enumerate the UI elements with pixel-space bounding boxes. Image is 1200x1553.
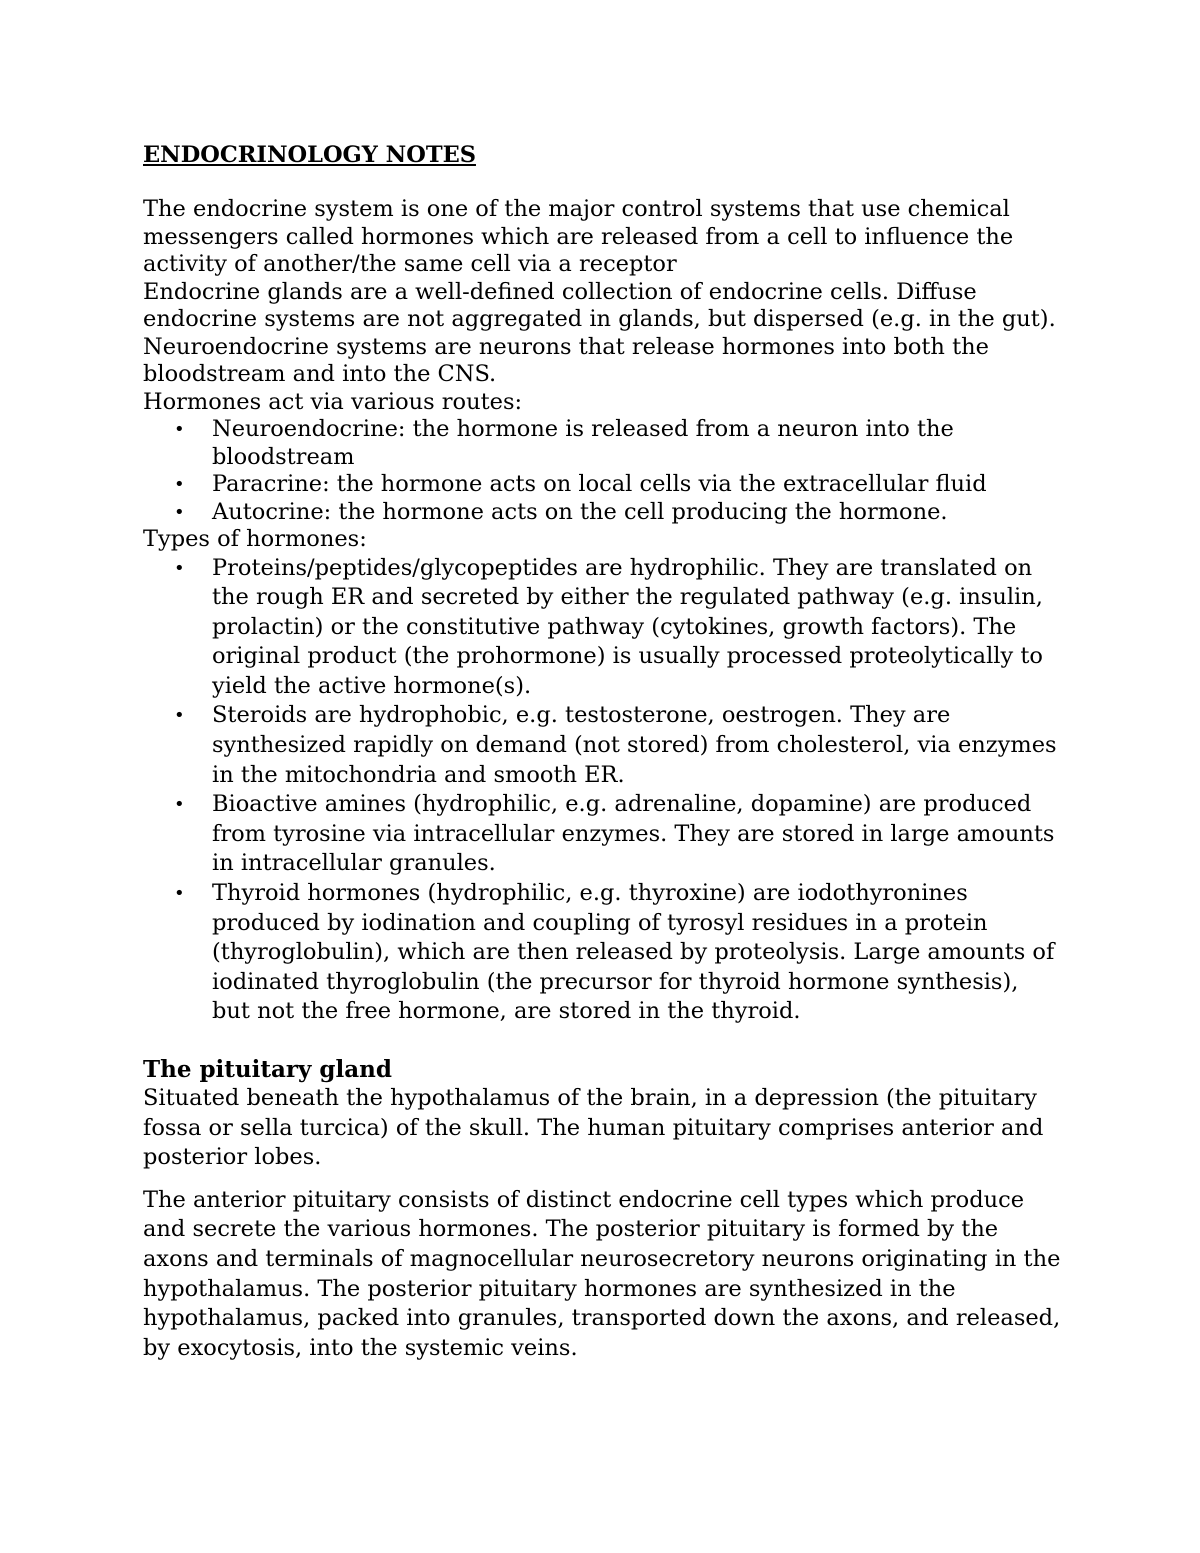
intro-paragraph: The endocrine system is one of the major control systems that use chemical messengers called hormones which are released from a cell to influence the activity of another/the same cell via a receptor bbox=[143, 196, 1014, 277]
bullet-icon: • bbox=[174, 705, 185, 727]
list-item-text: Bioactive amines (hydrophilic, e.g. adrenaline, dopamine) are produced from tyrosine via intracellular enzymes. They are stored in large amounts in intracellular granules. bbox=[212, 791, 1055, 877]
list-item-text: Steroids are hydrophobic, e.g. testosterone, oestrogen. They are synthesized rapidly on demand (not stored) from cholesterol, via enzymes in the mitochondria and smooth ER. bbox=[212, 702, 1057, 788]
list-item bbox=[143, 879, 1063, 1027]
document-title: ENDOCRINOLOGY NOTES bbox=[143, 142, 476, 168]
list-item-text: Proteins/peptides/glycopeptides are hydrophilic. They are translated on the rough ER and secreted by either the regulated pathway (e.g. insulin, prolactin) or the constitutive pathway (cytokines, growth factors). The original product (the prohormone) is usually processed proteolytically to yield the active hormone(s). bbox=[212, 554, 1043, 699]
pituitary-paragraph-1: Situated beneath the hypothalamus of the brain, in a depression (the pituitary fossa or sella turcica) of the skull. The human pituitary comprises anterior and posterior lobes. bbox=[143, 1085, 1044, 1171]
list-item bbox=[143, 499, 1063, 527]
list-item bbox=[143, 554, 1063, 702]
bullet-icon: • bbox=[174, 474, 185, 495]
bullet-icon: • bbox=[174, 794, 185, 816]
bullet-icon: • bbox=[174, 883, 185, 905]
list-item-text: Paracrine: the hormone acts on local cells via the extracellular fluid bbox=[212, 471, 987, 497]
list-item-text: Autocrine: the hormone acts on the cell producing the hormone. bbox=[212, 498, 948, 525]
list-item bbox=[143, 416, 1063, 471]
bullet-icon: • bbox=[174, 501, 185, 523]
list-item-text: Thyroid hormones (hydrophilic, e.g. thyroxine) are iodothyronines produced by iodination and coupling of tyrosyl residues in a protein (thyroglobulin), which are then released by proteolysis. Large amounts of iodinated thyroglobulin (the precursor for thyroid hormone synthesis), but not the free hormone, are stored in the thyroid. bbox=[212, 880, 1055, 1025]
glands-paragraph: Endocrine glands are a well-defined collection of endocrine cells. Diffuse endocrine systems are not aggregated in glands, but dispersed (e.g. in the gut). Neuroendocrine systems are neurons that release hormones into both the bloodstream and into the CNS. bbox=[143, 278, 1056, 387]
document-body bbox=[143, 141, 1063, 1363]
list-item bbox=[143, 701, 1063, 790]
types-heading: Types of hormones: bbox=[143, 526, 367, 552]
list-item-text: Neuroendocrine: the hormone is released from a neuron into the bloodstream bbox=[212, 416, 954, 470]
routes-heading: Hormones act via various routes: bbox=[143, 388, 523, 415]
routes-list bbox=[143, 416, 1063, 526]
bullet-icon: • bbox=[174, 419, 185, 440]
pituitary-paragraph-2: The anterior pituitary consists of distinct endocrine cell types which produce and secrete the various hormones. The posterior pituitary is formed by the axons and terminals of magnocellular neurosecretory neurons originating in the hypothalamus. The posterior pituitary hormones are synthesized in the hypothalamus, packed into granules, transported down the axons, and released, by exocytosis, into the systemic veins. bbox=[143, 1186, 1061, 1361]
list-item bbox=[143, 471, 1063, 499]
types-list bbox=[143, 554, 1063, 1028]
list-item bbox=[143, 790, 1063, 879]
pituitary-heading: The pituitary gland bbox=[143, 1056, 392, 1083]
bullet-icon: • bbox=[174, 557, 185, 579]
